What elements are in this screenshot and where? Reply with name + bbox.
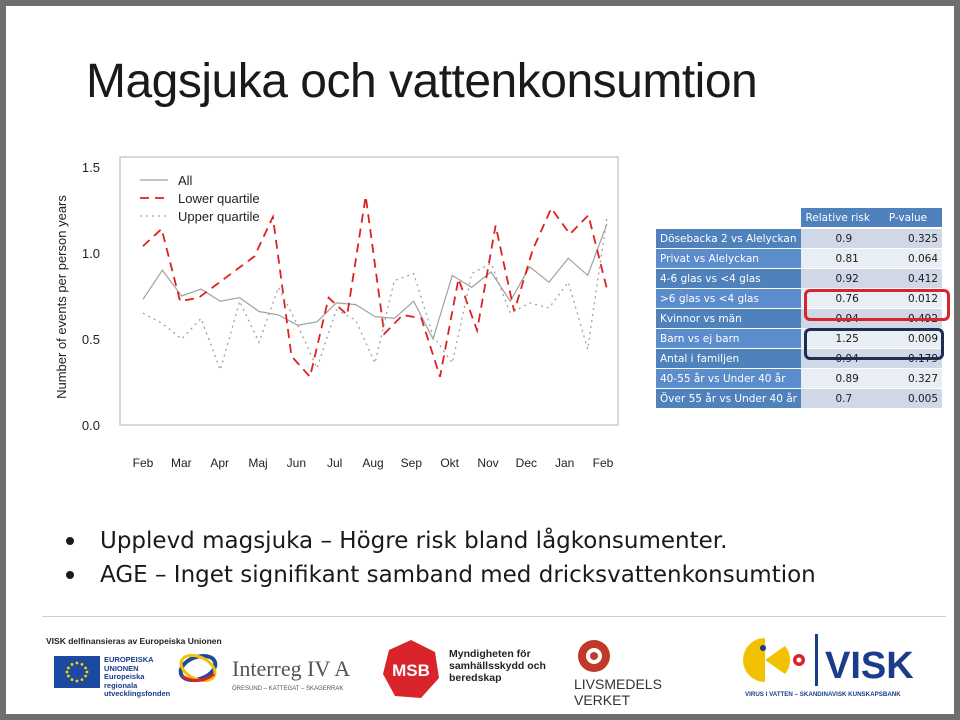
y-tick-label: 1.0 bbox=[81, 246, 100, 261]
bullet-dot-icon bbox=[66, 537, 74, 545]
legend-label: Upper quartile bbox=[178, 209, 260, 224]
x-tick-label: Jun bbox=[286, 456, 307, 470]
footer-divider bbox=[42, 616, 946, 617]
livsmedels-name: LIVSMEDELS VERKET bbox=[574, 676, 662, 708]
visk-wordmark: VISK bbox=[825, 645, 914, 687]
table-cell-p: 0.327 bbox=[874, 369, 942, 389]
table-row bbox=[656, 228, 942, 249]
table-cell-rr: 0.94 bbox=[801, 309, 873, 329]
table-cell-label: Kvinnor vs män bbox=[656, 309, 801, 329]
highlight-box-red bbox=[804, 289, 950, 321]
table-cell-rr: 0.94 bbox=[801, 349, 873, 369]
x-tick-label: Apr bbox=[210, 456, 230, 470]
table-cell-p: 0.492 bbox=[874, 309, 942, 329]
table-row bbox=[656, 369, 942, 389]
table-cell-label: 4-6 glas vs <4 glas bbox=[656, 269, 801, 289]
y-axis-label: Number of events per person years bbox=[54, 195, 69, 399]
table-cell-rr: 0.7 bbox=[801, 389, 873, 409]
interreg-name: Interreg IV A bbox=[232, 656, 351, 681]
table-header-relative-risk: Relative risk bbox=[801, 208, 873, 228]
x-tick-label: Feb bbox=[592, 456, 614, 470]
x-tick-label: Sep bbox=[400, 456, 423, 470]
bullet-item bbox=[66, 524, 816, 558]
x-tick-label: Feb bbox=[132, 456, 154, 470]
visk-logo bbox=[741, 630, 936, 700]
msb-name: Myndigheten för samhällsskydd och beredskap bbox=[449, 648, 546, 684]
eu-stars-icon bbox=[62, 660, 92, 684]
bullet-text: AGE – Inget signifikant samband med dricksvattenkonsumtion bbox=[100, 562, 816, 588]
table-cell-p: 0.325 bbox=[874, 228, 942, 249]
y-tick-label: 1.5 bbox=[81, 160, 100, 175]
table-cell-p: 0.412 bbox=[874, 269, 942, 289]
page-title: Magsjuka och vattenkonsumtion bbox=[86, 55, 758, 108]
legend-label: All bbox=[178, 173, 193, 188]
visk-sub: VIRUS I VATTEN – SKANDINAVISK KUNSKAPSBANK bbox=[745, 691, 901, 698]
table-cell-rr: 0.9 bbox=[801, 228, 873, 249]
x-tick-label: Jan bbox=[554, 456, 575, 470]
table-cell-rr: 0.76 bbox=[801, 289, 873, 309]
y-tick-label: 0.0 bbox=[81, 418, 100, 433]
table-cell-p: 0.005 bbox=[874, 389, 942, 409]
x-tick-label: Nov bbox=[477, 456, 499, 470]
table-row bbox=[656, 249, 942, 269]
table-cell-label: 40-55 år vs Under 40 år bbox=[656, 369, 801, 389]
bullet-list bbox=[66, 524, 816, 592]
eu-logo-text: EUROPEISKA UNIONEN Europeiska regionala utvecklingsfonden bbox=[104, 655, 171, 698]
interreg-sub: ÖRESUND – KATTEGAT – SKAGERRAK bbox=[232, 686, 344, 692]
table-cell-p: 0.179 bbox=[874, 349, 942, 369]
table-cell-label: Privat vs Alelyckan bbox=[656, 249, 801, 269]
table-header-row bbox=[656, 208, 942, 228]
x-tick-label: Dec bbox=[515, 456, 538, 470]
table-cell-label: >6 glas vs <4 glas bbox=[656, 289, 801, 309]
table-row bbox=[656, 389, 942, 409]
x-tick-label: Jul bbox=[326, 456, 343, 470]
interreg-logo bbox=[176, 646, 366, 696]
x-tick-label: Aug bbox=[362, 456, 384, 470]
table-cell-label: Antal i familjen bbox=[656, 349, 801, 369]
table-cell-rr: 1.25 bbox=[801, 329, 873, 349]
y-tick-label: 0.5 bbox=[81, 332, 100, 347]
livsmedelsverket-logo bbox=[572, 638, 662, 714]
table-cell-p: 0.012 bbox=[874, 289, 942, 309]
table-row bbox=[656, 269, 942, 289]
table-cell-p: 0.009 bbox=[874, 329, 942, 349]
funding-note: VISK delfinansieras av Europeiska Unionen bbox=[46, 636, 222, 646]
table-cell-rr: 0.92 bbox=[801, 269, 873, 289]
eu-flag-icon bbox=[54, 656, 100, 688]
table-header-empty bbox=[656, 208, 801, 228]
table-cell-label: Dösebacka 2 vs Alelyckan bbox=[656, 228, 801, 249]
table-cell-label: Över 55 år vs Under 40 år bbox=[656, 389, 801, 409]
bullet-dot-icon bbox=[66, 571, 74, 579]
highlight-box-blue bbox=[804, 328, 944, 360]
table-cell-rr: 0.81 bbox=[801, 249, 873, 269]
table-cell-label: Barn vs ej barn bbox=[656, 329, 801, 349]
legend-label: Lower quartile bbox=[178, 191, 260, 206]
msb-mark: MSB bbox=[392, 661, 430, 680]
slide bbox=[6, 6, 954, 714]
x-tick-label: Maj bbox=[248, 456, 268, 470]
table-cell-p: 0.064 bbox=[874, 249, 942, 269]
x-tick-label: Mar bbox=[170, 456, 192, 470]
table-cell-rr: 0.89 bbox=[801, 369, 873, 389]
x-tick-label: Okt bbox=[440, 456, 460, 470]
msb-logo bbox=[381, 638, 551, 700]
bullet-text: Upplevd magsjuka – Högre risk bland lågkonsumenter. bbox=[100, 528, 728, 554]
bullet-item bbox=[66, 558, 816, 592]
table-header-p-value: P-value bbox=[874, 208, 942, 228]
